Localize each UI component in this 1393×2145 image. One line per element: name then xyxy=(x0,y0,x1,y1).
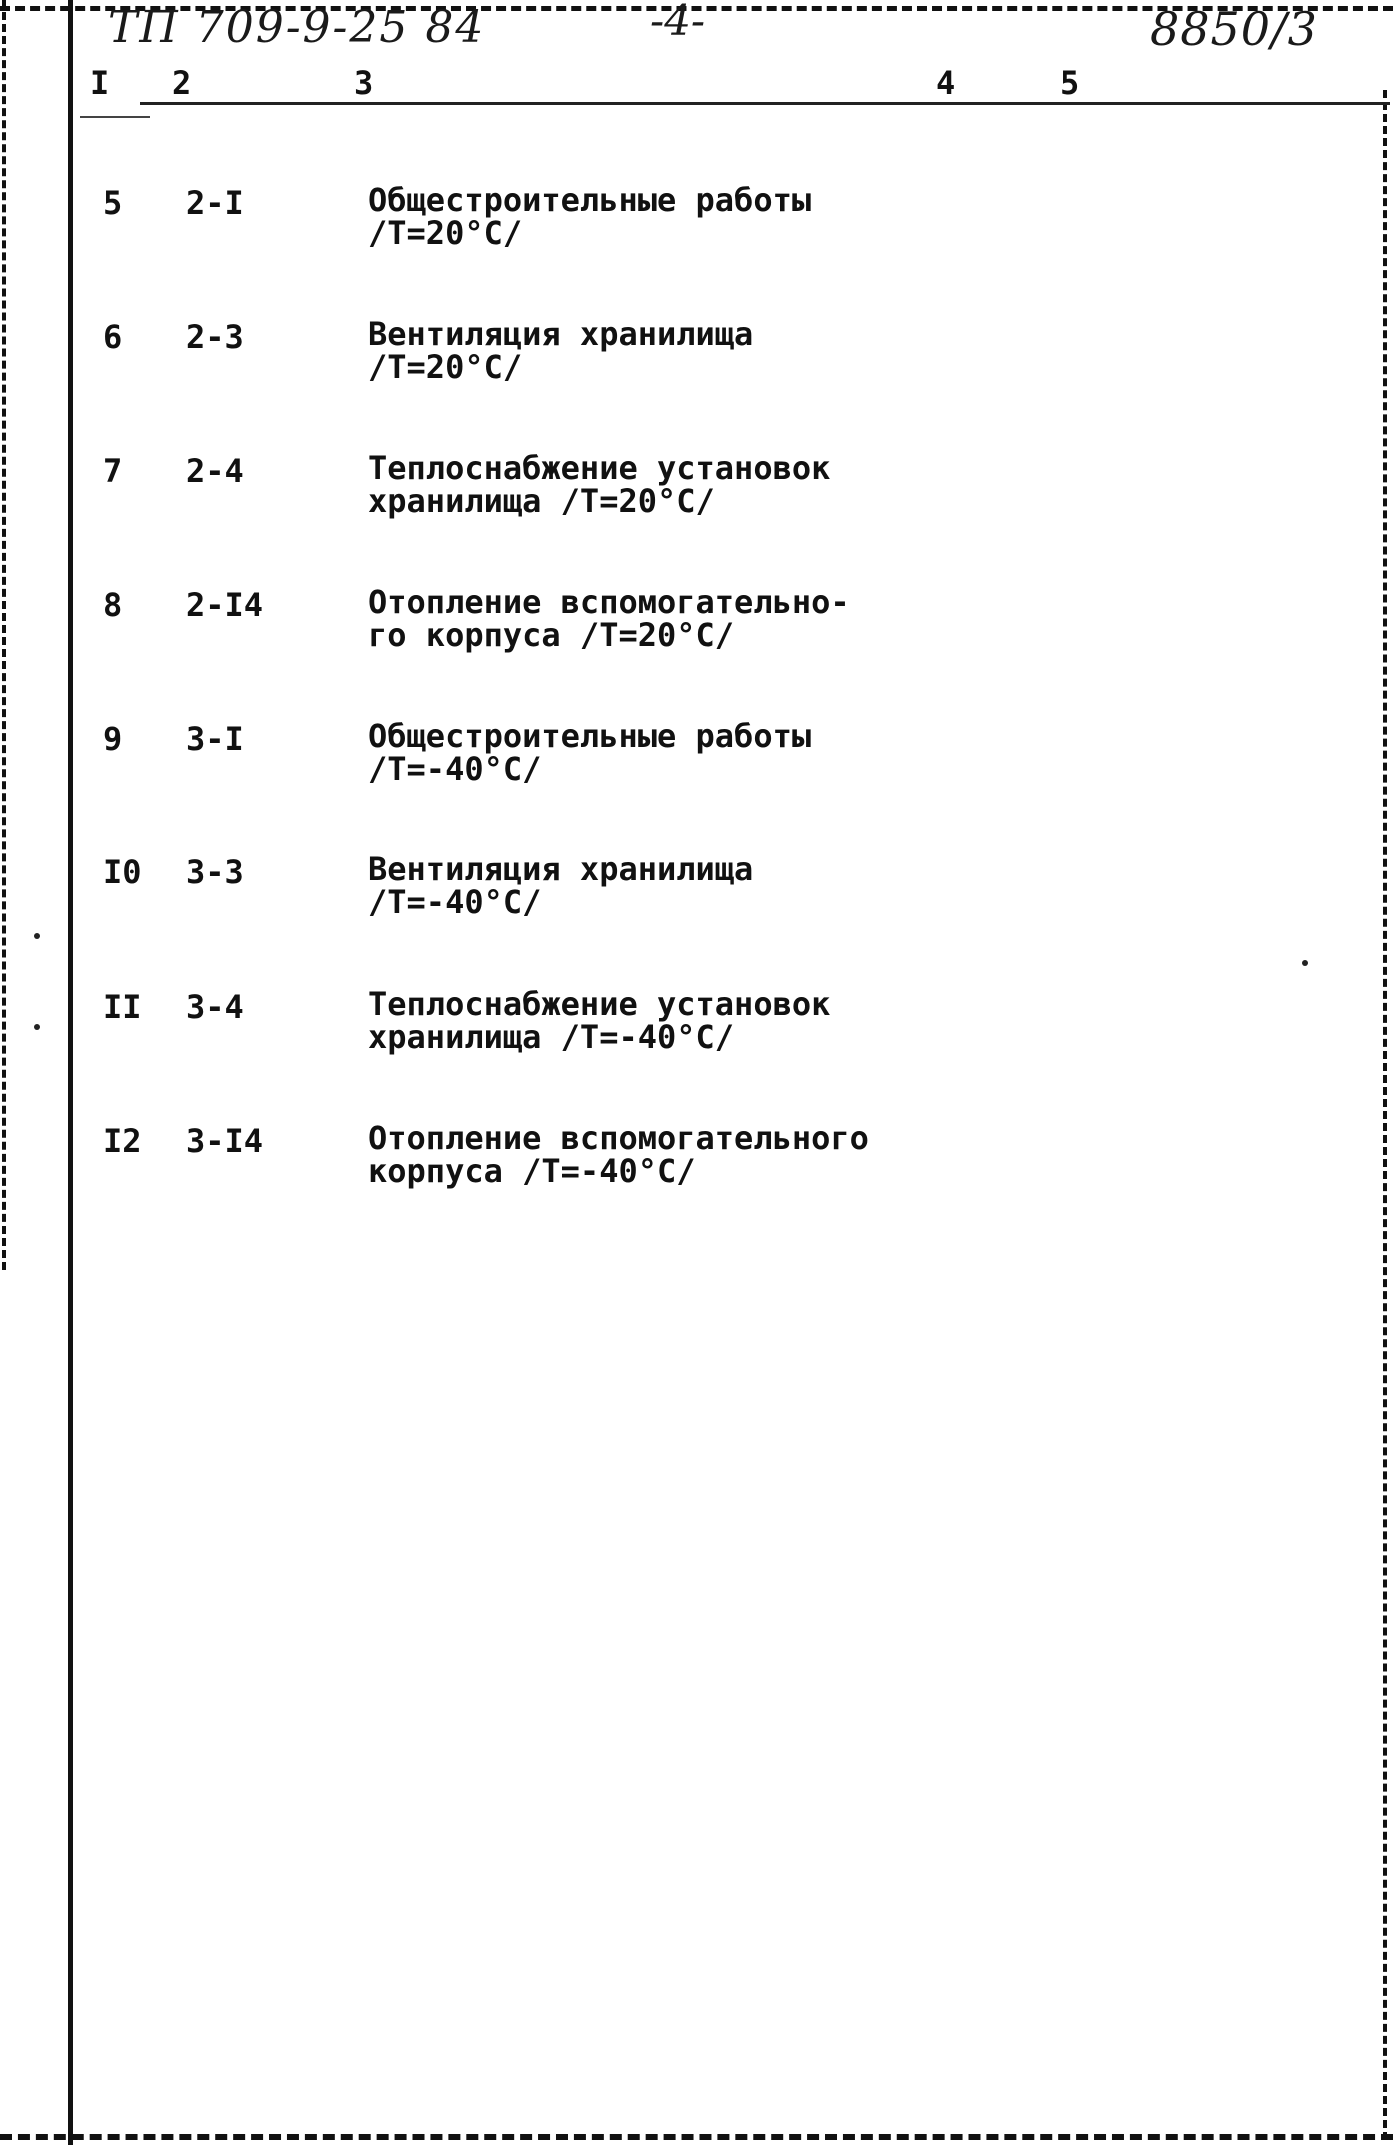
column-header-1: I xyxy=(90,64,110,102)
row-description-line2: го корпуса /Т=20°С/ xyxy=(368,616,735,654)
row-code: 3-4 xyxy=(186,988,244,1026)
row-description-line1: Общестроительные работы xyxy=(368,717,812,755)
frame-bottom-border xyxy=(0,2134,1393,2140)
column-header-5: 5 xyxy=(1060,64,1080,102)
scan-speck xyxy=(34,1024,40,1030)
row-description-line1: Отопление вспомогательно- xyxy=(368,583,850,621)
row-description xyxy=(368,449,831,520)
row-description xyxy=(368,315,754,386)
row-code: 3-3 xyxy=(186,853,244,891)
table-row xyxy=(0,717,1393,830)
row-description-line1: Теплоснабжение установок xyxy=(368,985,831,1023)
header-rule-left xyxy=(80,116,150,118)
table-row xyxy=(0,985,1393,1098)
row-number: 9 xyxy=(103,720,123,758)
row-description-line2: корпуса /Т=-40°С/ xyxy=(368,1152,696,1190)
row-code: 3-I4 xyxy=(186,1122,264,1160)
row-number: 6 xyxy=(103,318,123,356)
page-number: -4- xyxy=(650,0,706,45)
header-rule xyxy=(140,102,1390,105)
row-number: 5 xyxy=(103,184,123,222)
row-code: 2-I xyxy=(186,184,244,222)
table-row xyxy=(0,181,1393,294)
table-row xyxy=(0,449,1393,562)
row-description xyxy=(368,850,754,921)
sheet-number: 8850/3 xyxy=(1150,2,1318,56)
row-description xyxy=(368,717,812,788)
row-number: I0 xyxy=(103,853,142,891)
row-number: I2 xyxy=(103,1122,142,1160)
document-code: ТП 709-9-25 84 xyxy=(108,2,486,53)
column-header-3: 3 xyxy=(354,64,374,102)
row-description-line2: /Т=-40°С/ xyxy=(368,750,542,788)
row-code: 2-3 xyxy=(186,318,244,356)
row-description-line1: Теплоснабжение установок xyxy=(368,449,831,487)
row-description-line1: Отопление вспомогательного xyxy=(368,1119,869,1157)
row-description-line2: /Т=20°С/ xyxy=(368,348,523,386)
column-header-4: 4 xyxy=(936,64,956,102)
scan-speck xyxy=(1302,960,1308,966)
row-code: 2-I4 xyxy=(186,586,264,624)
row-number: 7 xyxy=(103,452,123,490)
row-description-line1: Вентиляция хранилища xyxy=(368,850,754,888)
row-description xyxy=(368,1119,869,1190)
column-header-2: 2 xyxy=(172,64,192,102)
table-row xyxy=(0,583,1393,696)
row-code: 2-4 xyxy=(186,452,244,490)
row-description xyxy=(368,583,850,654)
table-row xyxy=(0,1119,1393,1232)
scan-speck xyxy=(34,933,40,939)
row-description-line1: Общестроительные работы xyxy=(368,181,812,219)
row-number: 8 xyxy=(103,586,123,624)
table-row xyxy=(0,315,1393,428)
row-description-line2: хранилища /Т=20°С/ xyxy=(368,482,715,520)
row-description-line2: /Т=20°С/ xyxy=(368,214,523,252)
row-description xyxy=(368,985,831,1056)
row-description-line1: Вентиляция хранилища xyxy=(368,315,754,353)
row-description-line2: хранилища /Т=-40°С/ xyxy=(368,1018,735,1056)
row-number: II xyxy=(103,988,142,1026)
row-description xyxy=(368,181,812,252)
row-description-line2: /Т=-40°С/ xyxy=(368,883,542,921)
row-code: 3-I xyxy=(186,720,244,758)
table-row xyxy=(0,850,1393,963)
